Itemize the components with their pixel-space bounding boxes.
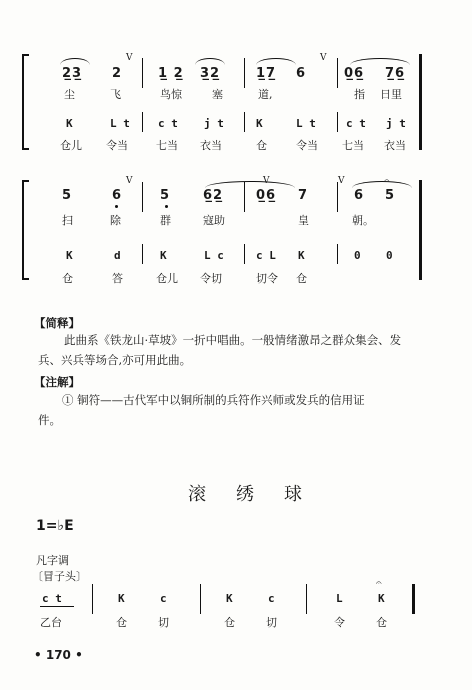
- jianshi-text: 兵、兴兵等场合,亦可用此曲。: [38, 353, 192, 367]
- page-number: • 170 •: [34, 648, 83, 662]
- percussion-syllable: 衣当: [200, 139, 222, 152]
- lyric: 塞: [212, 88, 223, 101]
- lyric: 日里: [380, 88, 402, 101]
- fermata-icon: 𝄐: [376, 578, 382, 589]
- breath-mark: V: [126, 53, 133, 63]
- percussion-syllable: 仓: [296, 272, 307, 285]
- percussion-symbol: c: [268, 592, 275, 605]
- percussion-syllable: 仓儿: [156, 272, 178, 285]
- note: 7̲6̲: [385, 66, 406, 81]
- barline: [142, 182, 143, 212]
- percussion-syllable: 七当: [156, 139, 178, 152]
- percussion-syllable: 仓: [224, 616, 235, 629]
- barline: [142, 112, 143, 132]
- percussion-syllable: 仓儿: [60, 139, 82, 152]
- percussion-symbol: j t: [204, 117, 224, 130]
- barline: [142, 58, 143, 88]
- percussion-syllable: 仓: [256, 139, 267, 152]
- percussion-symbol: K: [256, 117, 263, 130]
- percussion-syllable: 切: [266, 616, 277, 629]
- octave-dot: [115, 205, 118, 208]
- barline: [244, 244, 245, 264]
- percussion-symbol: L t: [110, 117, 130, 130]
- slur: [350, 58, 410, 65]
- note: 6̲2̲: [203, 188, 224, 203]
- percussion-syllable: 令当: [106, 139, 128, 152]
- percussion-syllable: 令切: [200, 272, 222, 285]
- percussion-syllable: 令当: [296, 139, 318, 152]
- key-signature: 1=♭E: [36, 518, 74, 534]
- octave-dot: [165, 205, 168, 208]
- note: 0̲6̲: [344, 66, 365, 81]
- percussion-syllable: 令: [334, 616, 345, 629]
- slur: [352, 181, 412, 188]
- percussion-symbol: c t: [158, 117, 178, 130]
- percussion-symbol: c L: [256, 249, 276, 262]
- percussion-syllable: 切: [158, 616, 169, 629]
- lyric: 扫: [62, 214, 73, 227]
- lyric: 尘: [64, 88, 75, 101]
- barline: [337, 112, 338, 132]
- barline: [92, 584, 93, 614]
- note: 1̲ 2̲: [158, 66, 184, 81]
- barline: [244, 58, 245, 88]
- percussion-symbol: L: [336, 592, 343, 605]
- barline: [142, 244, 143, 264]
- lyric: 皇: [298, 214, 309, 227]
- percussion-symbol: c t: [42, 592, 62, 605]
- note: 6: [296, 66, 307, 81]
- percussion-symbol: L t: [296, 117, 316, 130]
- percussion-symbol: K: [66, 249, 73, 262]
- barline: [244, 112, 245, 132]
- percussion-symbol: K: [378, 592, 385, 605]
- jianshi-text: 此曲系《铁龙山·草坡》一折中唱曲。一般情绪激昂之群众集会、发: [64, 333, 402, 347]
- system-bracket: [22, 54, 29, 150]
- breath-mark: V: [263, 176, 270, 186]
- zhujie-text: 件。: [38, 413, 61, 427]
- note: 0̲6̲: [256, 188, 277, 203]
- intro-label: 〔冒子头〕: [32, 570, 87, 583]
- percussion-syllable: 七当: [342, 139, 364, 152]
- percussion-symbol: d: [114, 249, 121, 262]
- percussion-syllable: 仓: [62, 272, 73, 285]
- barline: [337, 182, 338, 212]
- percussion-syllable: 答: [112, 272, 123, 285]
- percussion-symbol: K: [66, 117, 73, 130]
- note: 6: [354, 188, 365, 203]
- percussion-symbol: c t: [346, 117, 366, 130]
- lyric: 朝。: [352, 214, 374, 227]
- percussion-syllable: 仓: [116, 616, 127, 629]
- lyric: 指: [354, 88, 365, 101]
- percussion-symbol: c: [160, 592, 167, 605]
- breath-mark: V: [320, 53, 327, 63]
- percussion-symbol: K: [226, 592, 233, 605]
- breath-mark: V: [126, 176, 133, 186]
- barline: [337, 58, 338, 88]
- slur: [60, 58, 90, 65]
- barline: [337, 244, 338, 264]
- percussion-symbol: 0: [386, 249, 393, 262]
- percussion-syllable: 切令: [256, 272, 278, 285]
- note: 1̲7̲: [256, 66, 277, 81]
- percussion-symbol: j t: [386, 117, 406, 130]
- breath-mark: V: [338, 176, 345, 186]
- note: 2: [112, 66, 123, 81]
- note: 5: [62, 188, 73, 203]
- slur: [205, 181, 295, 188]
- note: 5: [160, 188, 171, 203]
- percussion-symbol: K: [160, 249, 167, 262]
- lyric: 除: [110, 214, 121, 227]
- system-end-barline: [419, 180, 422, 280]
- percussion-syllable: 衣当: [384, 139, 406, 152]
- slur: [256, 58, 296, 65]
- percussion-symbol: K: [298, 249, 305, 262]
- slur: [195, 58, 225, 65]
- barline: [200, 584, 201, 614]
- lyric: 道,: [258, 88, 273, 101]
- note: 5: [385, 188, 396, 203]
- note: 2̲3̲: [62, 66, 83, 81]
- piece-title: 滚绣球: [188, 484, 332, 505]
- zhujie-heading: 【注解】: [34, 375, 80, 389]
- note: 7: [298, 188, 309, 203]
- zhujie-text: ① 铜符——古代军中以铜所制的兵符作兴师或发兵的信用证: [62, 393, 365, 407]
- lyric: 群: [160, 214, 171, 227]
- system-end-barline: [419, 54, 422, 150]
- lyric: 鸟惊: [160, 88, 182, 101]
- end-barline: [412, 584, 415, 614]
- note: 3̲2̲: [200, 66, 221, 81]
- jianshi-heading: 【简释】: [34, 316, 80, 330]
- lyric: 飞: [110, 88, 121, 101]
- note: 6: [112, 188, 123, 203]
- lyric: 寇助: [203, 214, 225, 227]
- underline: [40, 606, 74, 607]
- mode-label: 凡字调: [36, 554, 69, 567]
- percussion-syllable: 乙台: [40, 616, 62, 629]
- percussion-symbol: 0: [354, 249, 361, 262]
- system-bracket: [22, 180, 29, 280]
- barline: [306, 584, 307, 614]
- percussion-syllable: 仓: [376, 616, 387, 629]
- percussion-symbol: L c: [204, 249, 224, 262]
- fermata-icon: 𝄐: [384, 176, 390, 187]
- percussion-symbol: K: [118, 592, 125, 605]
